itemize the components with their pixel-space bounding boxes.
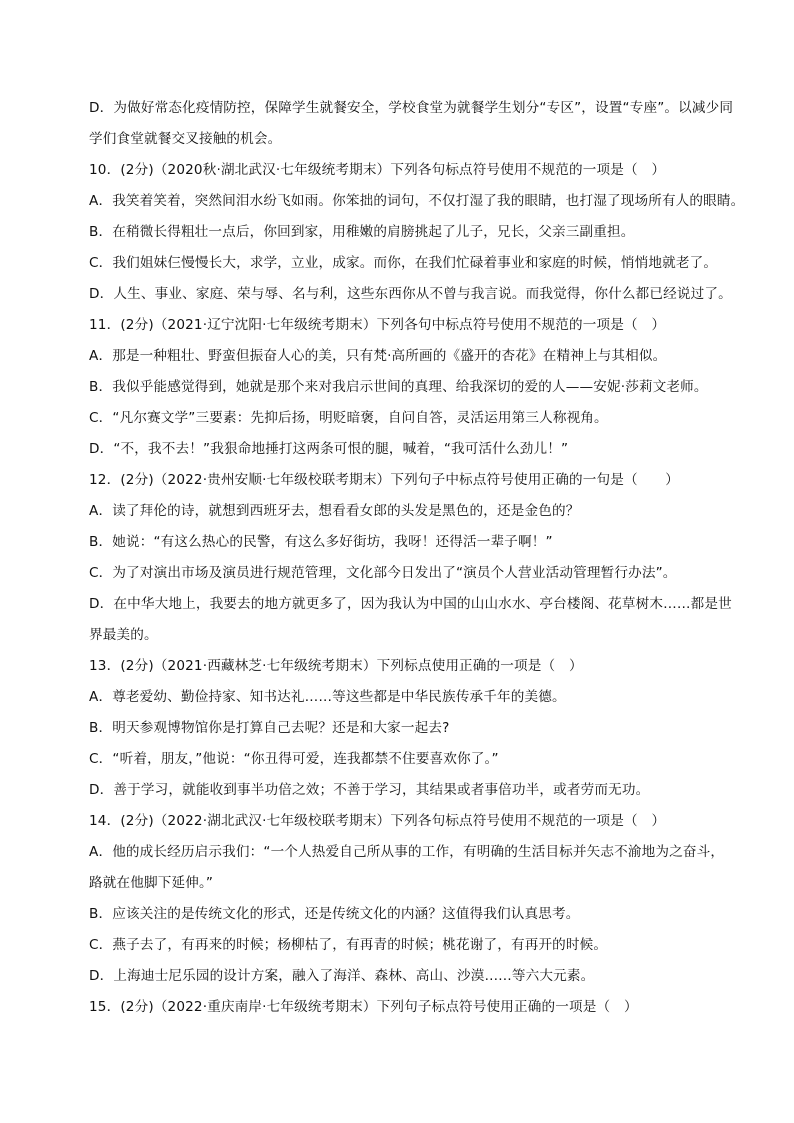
option-d-q10: D．人生、事业、家庭、荣与辱、名与利，这些东西你从不曾与我言说。而我觉得，你什么都已经说过了。 [89,286,732,302]
option-d-q12-continued: 界最美的。 [89,627,158,643]
option-a-q14: A．他的成长经历启示我们：“一个人热爱自己所从事的工作，有明确的生活目标并矢志不渝地为之奋斗， [89,844,725,860]
option-d-q9: D．为做好常态化疫情防控，保障学生就餐安全，学校食堂为就餐学生划分“专区”，设置“专座”。以减少同 [89,100,734,116]
option-d-q13: D．善于学习，就能收到事半功倍之效；不善于学习，其结果或者事倍功半，或者劳而无功。 [89,782,650,798]
option-d-q11: D．“不，我不去！”我狠命地捶打这两条可恨的腿，喊着，“我可活什么劲儿！” [89,441,569,457]
option-a-q12: A．读了拜伦的诗，就想到西班牙去，想看看女郎的头发是黑色的，还是金色的？ [89,503,580,519]
option-a-q10: A．我笑着笑着，突然间泪水纷飞如雨。你笨拙的词句，不仅打湿了我的眼睛，也打湿了现场所有人的眼睛。 [89,193,745,209]
option-a-q14-continued: 路就在他脚下延伸。” [89,875,214,891]
document-page [89,93,745,1023]
question-10: 10．(2分)（2020秋·湖北武汉·七年级统考期末）下列各句标点符号使用不规范的一项是（ ） [89,162,666,178]
option-b-q14: B．应该关注的是传统文化的形式，还是传统文化的内涵？这值得我们认真思考。 [89,906,580,922]
question-14: 14．(2分)（2022·湖北武汉·七年级校联考期末）下列各句标点符号使用不规范的一项是（ ） [89,813,666,829]
option-a-q11: A．那是一种粗壮、野蛮但振奋人心的美，只有梵·高所画的《盛开的杏花》在精神上与其相似。 [89,348,667,364]
option-c-q12: C．为了对演出市场及演员进行规范管理，文化部今日发出了“演员个人营业活动管理暂行办法”。 [89,565,677,581]
option-d-q9-continued: 学们食堂就餐交叉接触的机会。 [89,131,282,147]
option-a-q13: A．尊老爱幼、勤俭持家、知书达礼……等这些都是中华民族传承千年的美德。 [89,689,566,705]
question-11: 11．(2分)（2021·辽宁沈阳·七年级统考期末）下列各句中标点符号使用不规范的一项是（ ） [89,317,666,333]
option-b-q13: B．明天参观博物馆你是打算自己去呢？还是和大家一起去? [89,720,450,736]
question-12: 12．(2分)（2022·贵州安顺·七年级校联考期末）下列句子中标点符号使用正确的一句是（ ） [89,472,679,488]
option-b-q12: B．她说：“有这么热心的民警，有这么多好街坊，我呀！还得活一辈子啊！” [89,534,553,550]
option-b-q10: B．在稍微长得粗壮一点后，你回到家，用稚嫩的肩膀挑起了儿子，兄长，父亲三副重担。 [89,224,635,240]
option-c-q11: C．“凡尔赛文学”三要素：先抑后扬，明贬暗褒，自问自答，灵活运用第三人称视角。 [89,410,608,426]
option-c-q14: C．燕子去了，有再来的时候；杨柳枯了，有再青的时候；桃花谢了，有再开的时候。 [89,937,608,953]
option-d-q14: D．上海迪士尼乐园的设计方案，融入了海洋、森林、高山、沙漠……等六大元素。 [89,968,595,984]
question-13: 13．(2分)（2021·西藏林芝·七年级统考期末）下列标点使用正确的一项是（ ） [89,658,583,674]
option-c-q10: C．我们姐妹仨慢慢长大，求学，立业，成家。而你，在我们忙碌着事业和家庭的时候，悄悄地就老了。 [89,255,718,271]
option-d-q12: D．在中华大地上，我要去的地方就更多了，因为我认为中国的山山水水、亭台楼阁、花草树木……都是世 [89,596,732,612]
option-b-q11: B．我似乎能感觉得到，她就是那个来对我启示世间的真理、给我深切的爱的人——安妮·莎莉文老师。 [89,379,708,395]
question-15: 15．(2分)（2022·重庆南岸·七年级统考期末）下列句子标点符号使用正确的一项是（ ） [89,999,638,1015]
option-c-q13: C．“听着，朋友，”他说：“你丑得可爱，连我都禁不住要喜欢你了。” [89,751,499,767]
